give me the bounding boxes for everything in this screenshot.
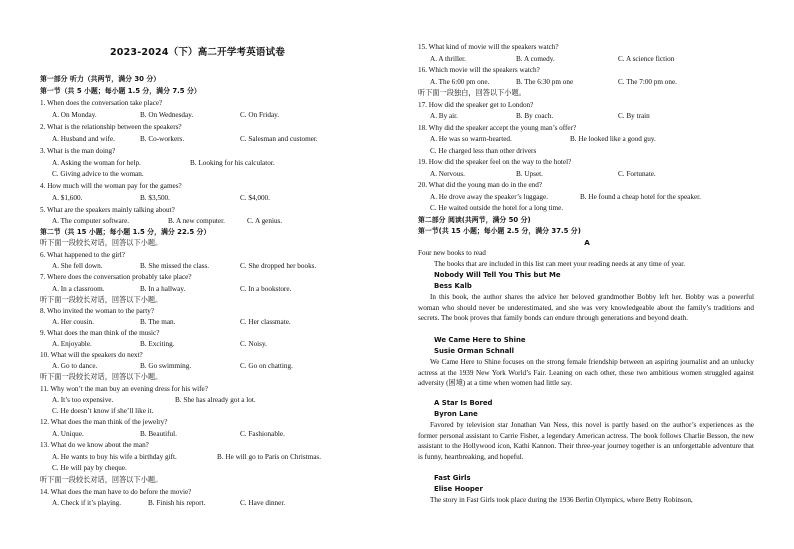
question-11: 11. Why won’t the man buy an evening dress for his wife? (40, 385, 208, 393)
option-b: B. Looking for his calculator. (190, 159, 275, 167)
option-a: A. The computer software. (52, 217, 130, 225)
question-6: 6. What happened to the girl? (40, 251, 125, 259)
option-b: B. He looked like a good guy. (570, 135, 656, 143)
option-a: A. A thriller. (430, 55, 466, 63)
option-b: B. Upset. (516, 170, 543, 178)
option-a: A. The 6:00 pm one. (430, 78, 490, 86)
option-c: C. He charged less than other drivers (430, 147, 537, 155)
option-c: C. He doesn’t know if she’ll like it. (52, 407, 154, 415)
option-a: A. In a classroom. (52, 285, 105, 293)
book-author: Bess Kalb (434, 282, 472, 290)
option-c: C. He waited outside the hotel for a long time. (430, 204, 564, 212)
question-9: 9. What does the man think of the music? (40, 329, 160, 337)
passage-intro-title: Four new books to read (418, 249, 486, 257)
option-b: B. By coach. (516, 112, 554, 120)
book-title: A Star Is Bored (434, 399, 493, 407)
option-c: C. Her classmate. (240, 318, 291, 326)
question-4: 4. How much will the woman pay for the games? (40, 182, 182, 190)
option-b: B. He found a cheap hotel for the speaker. (580, 193, 701, 201)
section2-heading: 第二节（共 15 小题；每小题 1.5 分，满分 22.5 分） (40, 228, 211, 236)
option-c: C. A genius. (247, 217, 283, 225)
book-description: The story in Fast Girls took place during the 1936 Berlin Olympics, where Betty Robinson, (430, 496, 693, 504)
question-10: 10. What will the speakers do next? (40, 351, 143, 359)
book-title: Nobody Will Tell You This but Me (434, 271, 561, 279)
section3-heading: 第一节(共 15 小题；每小题 2.5 分，满分 37.5 分) (418, 227, 581, 235)
question-2: 2. What is the relationship between the speakers? (40, 123, 182, 131)
option-a: A. Husband and wife. (52, 135, 115, 143)
passage-intro-text: The books that are included in this list can meet your reading needs at any time of year. (434, 260, 686, 268)
book-author: Elise Hooper (434, 485, 483, 493)
book-author: Byron Lane (434, 410, 478, 418)
listen-note: 听下面一段较长对话，回答以下小题。 (40, 296, 163, 304)
listen-note: 听下面一段较长对话，回答以下小题。 (40, 476, 163, 484)
option-b: B. In a hallway. (140, 285, 186, 293)
option-b: B. A comedy. (516, 55, 555, 63)
book-description: In this book, the author shares the advice her beloved grandmother Bobby left her. Bobby was a powerful woman who should never be underestimated, and she was very knowledgeable about the family’s traditions and secrets. The book proves that family bonds can endure through generations and beyond death. (418, 293, 754, 323)
option-c: C. Fashionable. (240, 430, 285, 438)
option-c: C. Noisy. (240, 340, 267, 348)
question-16: 16. Which movie will the speakers watch? (418, 66, 540, 74)
option-b: B. He will go to Paris on Christmas. (217, 453, 322, 461)
book-title: Fast Girls (434, 474, 471, 482)
option-b: B. A new computer. (168, 217, 225, 225)
option-b: B. $3,500. (140, 194, 170, 202)
option-a: A. Check if it’s playing. (52, 499, 122, 507)
exam-title: 2023-2024（下）高二开学考英语试卷 (110, 47, 286, 58)
option-b: B. The man. (140, 318, 176, 326)
option-b: B. Go swimming. (140, 362, 192, 370)
option-c: C. By train (618, 112, 650, 120)
book-author: Susie Orman Schnall (434, 347, 515, 355)
option-a: A. On Monday. (52, 111, 97, 119)
part2-heading: 第二部分 阅读(共两节，满分 50 分) (418, 216, 531, 224)
option-c: C. She dropped her books. (240, 262, 317, 270)
option-b: B. She has already got a lot. (175, 396, 256, 404)
listen-note: 听下面一段较长对话，回答以下小题。 (40, 239, 163, 247)
option-c: C. On Friday. (240, 111, 280, 119)
question-7: 7. Where does the conversation probably take place? (40, 273, 192, 281)
option-a: A. Her cousin. (52, 318, 94, 326)
option-a: A. It’s too expensive. (52, 396, 114, 404)
option-c: C. A science fiction (618, 55, 675, 63)
option-c: C. Giving advice to the woman. (52, 170, 144, 178)
option-c: C. In a bookstore. (240, 285, 292, 293)
option-b: B. On Wednesday. (140, 111, 194, 119)
option-b: B. Exciting. (140, 340, 175, 348)
option-a: A. Unique. (52, 430, 84, 438)
option-c: C. Go on chatting. (240, 362, 293, 370)
option-c: C. Fortunate. (618, 170, 656, 178)
question-19: 19. How did the speaker feel on the way to the hotel? (418, 158, 572, 166)
option-b: B. Finish his report. (148, 499, 206, 507)
option-a: A. Asking the woman for help. (52, 159, 141, 167)
question-17: 17. How did the speaker get to London? (418, 101, 534, 109)
option-a: A. She fell down. (52, 262, 103, 270)
option-b: B. Co-workers. (140, 135, 185, 143)
part1-heading: 第一部分 听力（共两节，满分 30 分） (40, 75, 161, 83)
book-description: Favored by television star Jonathan Van Ness, this novel is partly based on the author’s experiences as the former personal assistant to Carrie Fisher, a legendary American actress. The book follows Charlie Besson, the new assistant to the Hollywood icon, Kathi Kannon. Their three-year journey together is an unforgettable adventure that is funny, heartbreaking, and hopeful. (418, 421, 754, 461)
option-b: B. Beautiful. (140, 430, 177, 438)
question-3: 3. What is the man doing? (40, 147, 116, 155)
option-a: A. $1,600. (52, 194, 83, 202)
question-18: 18. Why did the speaker accept the young man’s offer? (418, 124, 577, 132)
option-a: A. Enjoyable. (52, 340, 92, 348)
option-a: A. Go to dance. (52, 362, 98, 370)
section1-heading: 第一节（共 5 小题；每小题 1.5 分，满分 7.5 分） (40, 87, 201, 95)
option-c: C. The 7:00 pm one. (618, 78, 677, 86)
question-5: 5. What are the speakers mainly talking about? (40, 206, 175, 214)
question-15: 15. What kind of movie will the speakers watch? (418, 43, 559, 51)
question-13: 13. What do we know about the man? (40, 441, 149, 449)
option-b: B. She missed the class. (140, 262, 210, 270)
option-a: A. He drove away the speaker’s luggage. (430, 193, 549, 201)
option-a: A. He wants to buy his wife a birthday gift. (52, 453, 177, 461)
question-20: 20. What did the young man do in the end? (418, 181, 543, 189)
option-a: A. Nervous. (430, 170, 465, 178)
option-c: C. Salesman and customer. (240, 135, 318, 143)
listen-note: 听下面一段较长对话，回答以下小题。 (40, 373, 163, 381)
option-b: B. The 6:30 pm one (516, 78, 574, 86)
question-1: 1. When does the conversation take place? (40, 99, 163, 107)
option-c: C. Have dinner. (240, 499, 286, 507)
question-12: 12. What does the man think of the jewelry? (40, 418, 168, 426)
option-c: C. He will pay by cheque. (52, 464, 127, 472)
option-a: A. By air. (430, 112, 458, 120)
book-description: We Came Here to Shine focuses on the strong female friendship between an aspiring journalist and an unlucky actress at the 1939 New York World’s Fair. Leaning on each other, these two ambitious women struggled against adversity (困境) at a time when women had little say. (418, 358, 754, 388)
option-c: C. $4,000. (240, 194, 270, 202)
listen-note-monologue: 听下面一段独白，回答以下小题。 (418, 89, 526, 97)
question-14: 14. What does the man have to do before the movie? (40, 488, 192, 496)
book-title: We Came Here to Shine (434, 336, 526, 344)
option-a: A. He was so warm-hearted. (430, 135, 512, 143)
passage-label: A (584, 238, 590, 247)
question-8: 8. Who invited the woman to the party? (40, 307, 155, 315)
